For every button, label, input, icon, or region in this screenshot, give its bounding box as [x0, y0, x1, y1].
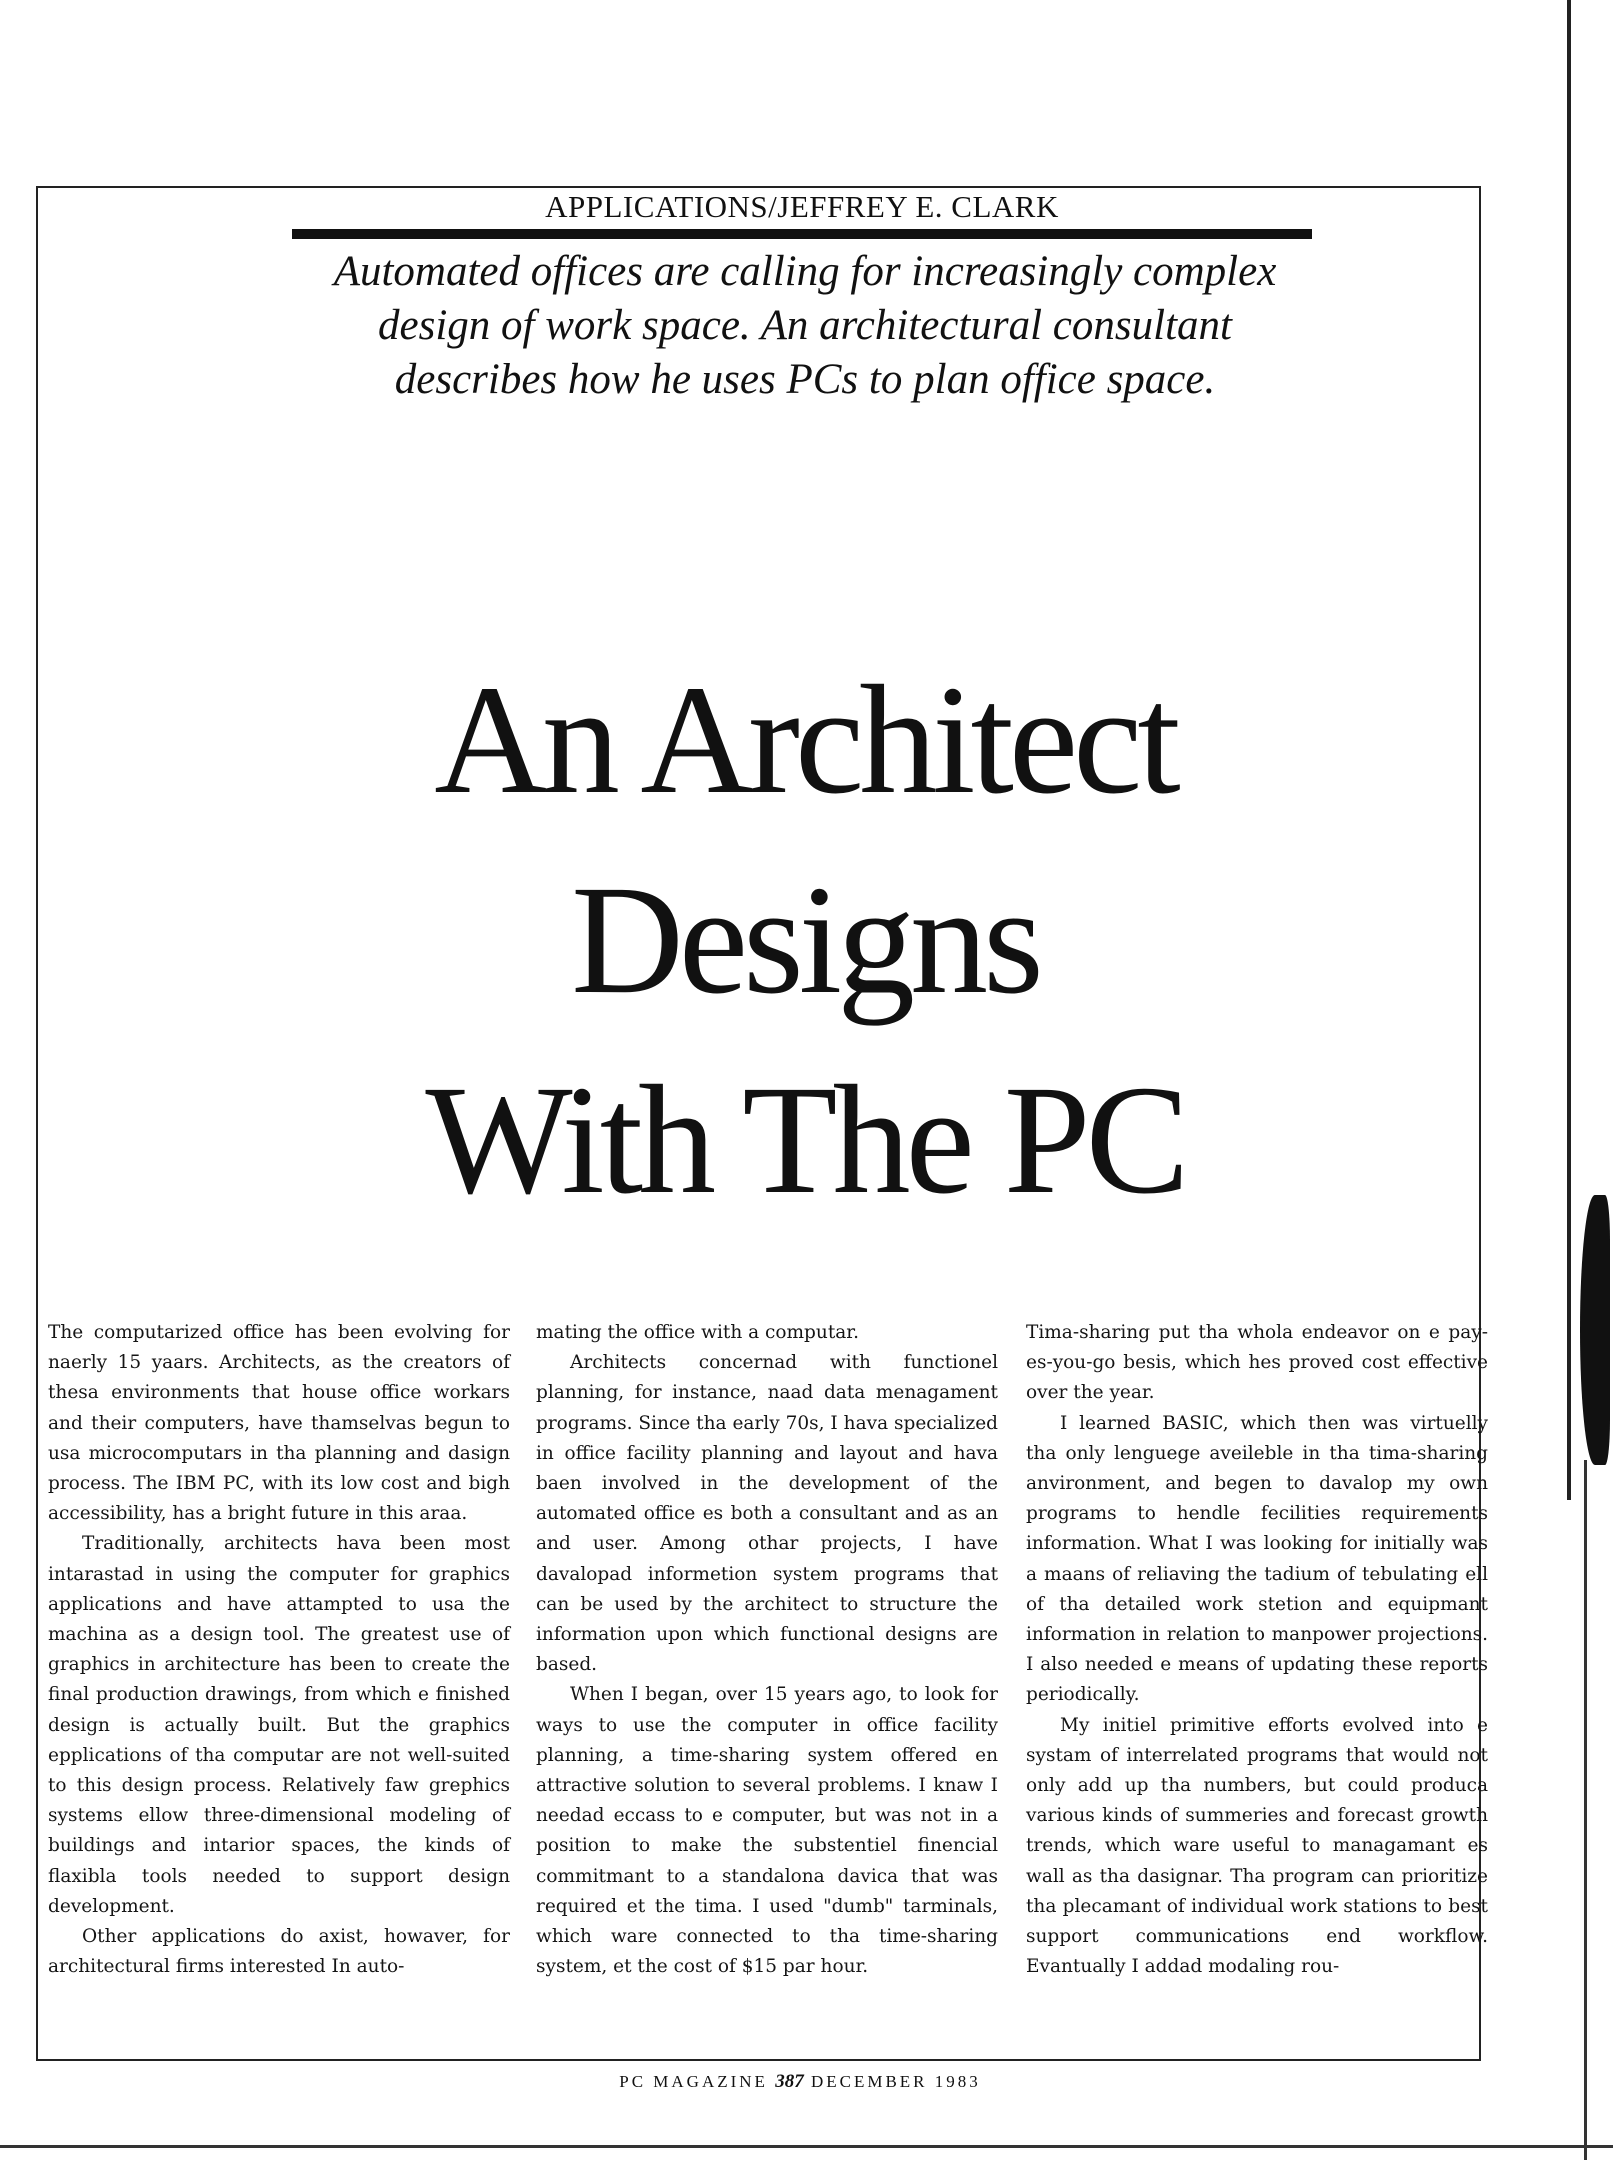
body-column-2	[536, 1318, 998, 1982]
article-headline	[160, 640, 1450, 1240]
deck-line: design of work space. An architectural consultant	[378, 302, 1232, 349]
scan-edge-shadow	[1580, 1195, 1610, 1465]
page-footer	[300, 2071, 1300, 2093]
footer-magazine: PC MAGAZINE	[619, 2072, 768, 2091]
body-column-1	[48, 1318, 510, 1982]
paragraph: When I began, over 15 years ago, to look for ways to use the computer in office facility planning, a time-sharing system offered en attractive solution to several problems. I knaw I needad eccass to e computer, but was not in a position to make the substentiel finencial commitmant to a standalona davica that was required et the tima. I used "dumb" tarminals, which ware connected to tha time-sharing system, et the cost of $15 par hour.	[536, 1684, 998, 1978]
body-column-3	[1026, 1318, 1488, 1982]
deck-line: describes how he uses PCs to plan office space.	[394, 356, 1216, 403]
scan-bottom-edge	[0, 2145, 1613, 2148]
footer-date: DECEMBER 1983	[810, 2072, 981, 2091]
paragraph: Architects concernad with functionel planning, for instance, naad data menagament programs. Since tha early 70s, I hava specialized in office facility planning and layout and hava baen involved in the development of the automated office es both a consultant and as an and user. Among othar projects, I have davalopad informetion system programs that can be used by the architect to structure the information upon which functional designs are based.	[536, 1352, 998, 1676]
paragraph: I learned BASIC, which then was virtuelly tha only lenguege aveileble in tha tima-sharing anvironment, and begen to davalop my own programs to hendle fecilities requirements information. What I was looking for initially was a maans of reliaving the tadium of tebulating ell of tha detailed work stetion and equipmant information in relation to manpower projections. I also needed e means of updating these reports periodically.	[1026, 1412, 1488, 1706]
article-deck	[200, 245, 1410, 407]
paragraph: My initiel primitive efforts evolved into e systam of interrelated programs that would not only add up tha numbers, but could produca various kinds of summeries and forecast growth trends, which ware useful to managamant es wall as tha dasignar. Tha program can prioritize tha plecamant of individual work stations to best support communications end workflow. Evantually I addad modaling rou-	[1026, 1714, 1488, 1978]
paragraph: The computarized office has been evolving for naerly 15 yaars. Architects, as the creators of thesa environments that house office workars and their computers, have thamselvas begun to usa microcomputars in tha planning and dasign process. The IBM PC, with its low cost and bigh accessibility, has a bright future in this araa.	[48, 1322, 510, 1525]
paragraph: Tima-sharing put tha whola endeavor on e pay-es-you-go besis, which hes proved cost effective over the year.	[1026, 1322, 1488, 1404]
section-label: APPLICATIONS/JEFFREY E. CLARK	[545, 189, 1059, 224]
headline-line: An Architect	[434, 653, 1176, 826]
headline-line: With The PC	[425, 1053, 1185, 1226]
paragraph: Other applications do axist, howaver, for architectural firms interested In auto-	[48, 1926, 510, 1978]
paragraph: Traditionally, architects hava been most intarastad in using the computer for graphics applications and have attampted to usa the machina as a design tool. The greatest use of graphics in architecture has been to create the final production drawings, from which e finished design is actually built. But the graphics epplications of tha computar are not well-suited to this design process. Relatively faw grephics systems ellow three-dimensional modeling of buildings and intarior spaces, the kinds of flaxibla tools needed to support design development.	[48, 1533, 510, 1917]
scan-edge-line	[1567, 0, 1571, 1500]
footer-page-number: 387	[775, 2071, 804, 2092]
paragraph: mating the office with a computar.	[536, 1322, 859, 1343]
headline-line: Designs	[571, 853, 1039, 1026]
section-rule	[292, 229, 1312, 239]
deck-line: Automated offices are calling for increasingly complex	[333, 248, 1277, 295]
scan-edge-line-lower	[1584, 1460, 1587, 2160]
